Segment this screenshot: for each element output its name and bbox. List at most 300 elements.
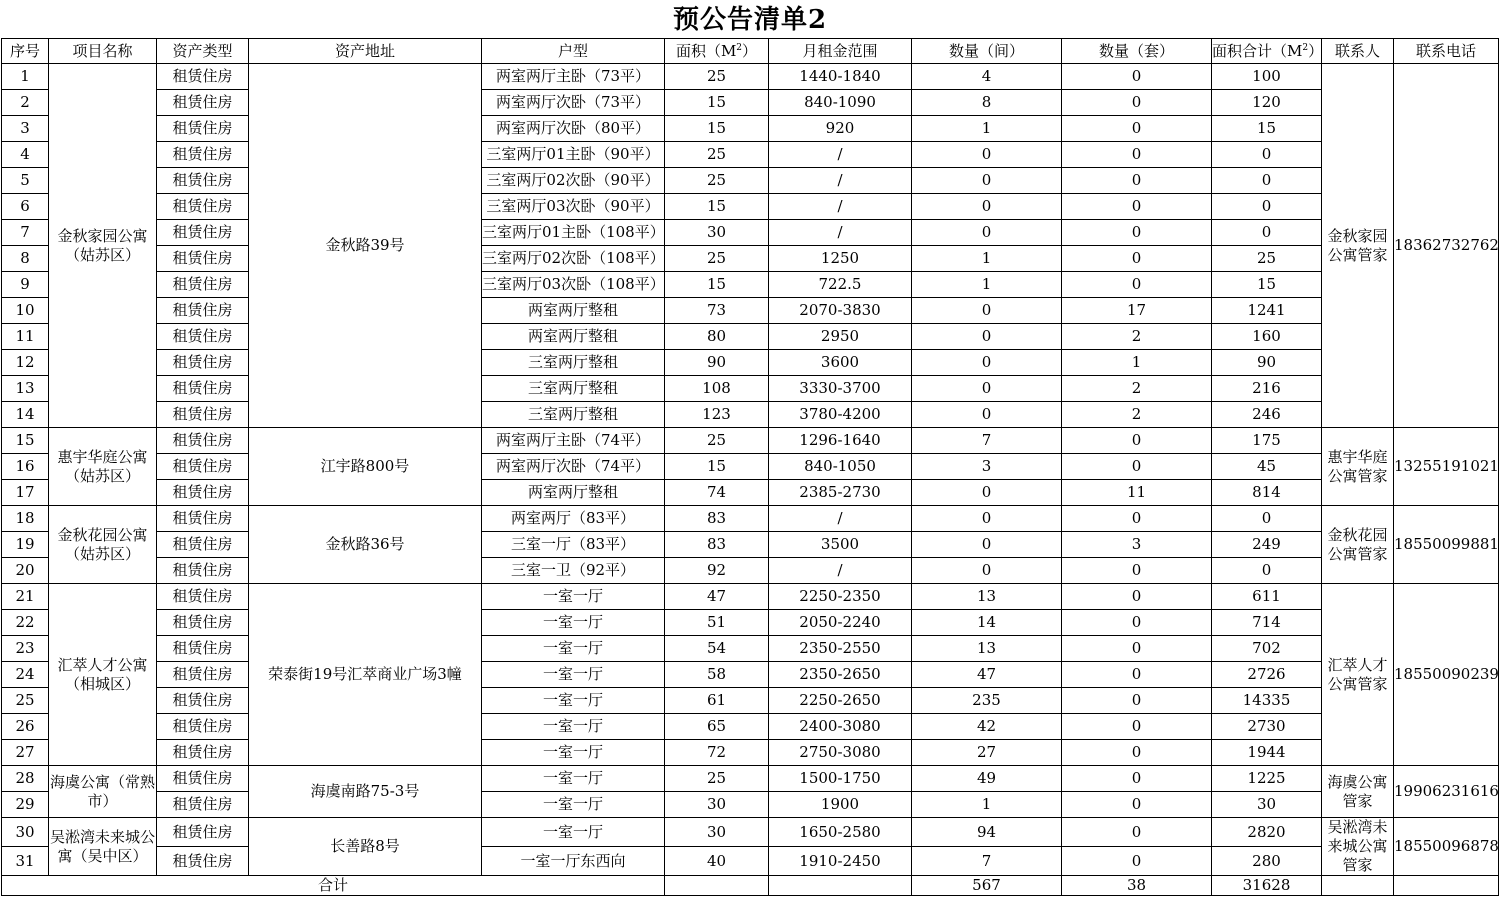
cell-rooms: 94 [912, 818, 1062, 847]
cell-asset-type: 租赁住房 [157, 714, 249, 740]
cell-seq: 24 [2, 662, 49, 688]
cell-phone: 18550090239 [1394, 584, 1499, 766]
cell-sets: 0 [1062, 142, 1212, 168]
cell-asset-type: 租赁住房 [157, 610, 249, 636]
cell-rooms: 42 [912, 714, 1062, 740]
cell-rent: 1900 [769, 792, 912, 818]
cell-rent: 2750-3080 [769, 740, 912, 766]
cell-sets: 0 [1062, 194, 1212, 220]
cell-seq: 1 [2, 64, 49, 90]
cell-area: 30 [665, 220, 769, 246]
cell-asset-type: 租赁住房 [157, 246, 249, 272]
cell-seq: 31 [2, 847, 49, 876]
cell-sets: 0 [1062, 506, 1212, 532]
cell-area-total: 249 [1212, 532, 1322, 558]
cell-sets: 0 [1062, 584, 1212, 610]
cell-area-total: 30 [1212, 792, 1322, 818]
cell-rooms: 0 [912, 480, 1062, 506]
cell-rent: 920 [769, 116, 912, 142]
cell-sets: 3 [1062, 532, 1212, 558]
cell-asset-type: 租赁住房 [157, 64, 249, 90]
cell-area: 30 [665, 818, 769, 847]
cell-asset-type: 租赁住房 [157, 90, 249, 116]
cell-asset-type: 租赁住房 [157, 168, 249, 194]
cell-rooms: 0 [912, 298, 1062, 324]
table-row [2, 714, 1499, 740]
cell-rooms: 0 [912, 194, 1062, 220]
cell-sets: 2 [1062, 402, 1212, 428]
cell-contact: 吴淞湾未来城公寓管家 [1322, 818, 1394, 876]
cell-rent: 840-1050 [769, 454, 912, 480]
cell-area-total: 0 [1212, 168, 1322, 194]
cell-area-total: 2726 [1212, 662, 1322, 688]
cell-unit-type: 一室一厅 [482, 818, 665, 847]
cell-area-total: 702 [1212, 636, 1322, 662]
cell-unit-type: 两室两厅整租 [482, 480, 665, 506]
cell-rent: / [769, 558, 912, 584]
cell-address: 金秋路36号 [249, 506, 482, 584]
table-row [2, 90, 1499, 116]
cell-asset-type: 租赁住房 [157, 480, 249, 506]
cell-rent: / [769, 194, 912, 220]
cell-area: 72 [665, 740, 769, 766]
cell-phone: 18550096878 [1394, 818, 1499, 876]
cell-address: 长善路8号 [249, 818, 482, 876]
cell-rent: 1650-2580 [769, 818, 912, 847]
cell-rooms: 0 [912, 220, 1062, 246]
header-row [2, 39, 1499, 64]
cell-area-total: 216 [1212, 376, 1322, 402]
cell-sets: 2 [1062, 324, 1212, 350]
cell-sets: 0 [1062, 454, 1212, 480]
cell-area-total: 246 [1212, 402, 1322, 428]
cell-area-total: 45 [1212, 454, 1322, 480]
cell-unit-type: 一室一厅 [482, 584, 665, 610]
cell-unit-type: 一室一厅 [482, 662, 665, 688]
cell-area-total: 2730 [1212, 714, 1322, 740]
cell-phone: 18550099881 [1394, 506, 1499, 584]
cell-asset-type: 租赁住房 [157, 636, 249, 662]
cell-seq: 11 [2, 324, 49, 350]
cell-sets: 0 [1062, 714, 1212, 740]
header-qty-room: 数量（间） [912, 39, 1062, 64]
cell-rooms: 13 [912, 636, 1062, 662]
cell-project: 惠宇华庭公寓（姑苏区） [49, 428, 157, 506]
table-row [2, 688, 1499, 714]
table-row [2, 272, 1499, 298]
cell-area-total: 280 [1212, 847, 1322, 876]
cell-area: 25 [665, 246, 769, 272]
cell-area-total: 2820 [1212, 818, 1322, 847]
cell-rooms: 0 [912, 532, 1062, 558]
cell-rent: 3330-3700 [769, 376, 912, 402]
cell-rent: 2350-2550 [769, 636, 912, 662]
header-qty-set: 数量（套） [1062, 39, 1212, 64]
cell-rent: / [769, 142, 912, 168]
cell-area: 54 [665, 636, 769, 662]
cell-area-total: 714 [1212, 610, 1322, 636]
cell-area: 92 [665, 558, 769, 584]
cell-asset-type: 租赁住房 [157, 142, 249, 168]
header-area-sup: 2 [736, 42, 743, 53]
cell-unit-type: 一室一厅 [482, 766, 665, 792]
cell-unit-type: 两室两厅整租 [482, 298, 665, 324]
cell-sets: 2 [1062, 376, 1212, 402]
cell-asset-type: 租赁住房 [157, 558, 249, 584]
cell-sets: 0 [1062, 662, 1212, 688]
cell-area: 83 [665, 532, 769, 558]
cell-unit-type: 一室一厅 [482, 610, 665, 636]
cell-unit-type: 一室一厅 [482, 792, 665, 818]
cell-unit-type: 三室两厅整租 [482, 376, 665, 402]
cell-asset-type: 租赁住房 [157, 506, 249, 532]
cell-project: 吴淞湾未来城公寓（吴中区） [49, 818, 157, 876]
cell-seq: 20 [2, 558, 49, 584]
cell-rent: 840-1090 [769, 90, 912, 116]
cell-rent: 2070-3830 [769, 298, 912, 324]
cell-rooms: 27 [912, 740, 1062, 766]
total-area-empty [665, 876, 769, 896]
cell-area: 15 [665, 90, 769, 116]
cell-sets: 0 [1062, 818, 1212, 847]
cell-seq: 13 [2, 376, 49, 402]
cell-area-total: 1225 [1212, 766, 1322, 792]
cell-unit-type: 两室两厅次卧（74平） [482, 454, 665, 480]
cell-rent: / [769, 168, 912, 194]
cell-rooms: 0 [912, 558, 1062, 584]
cell-rent: 1500-1750 [769, 766, 912, 792]
cell-rent: 2350-2650 [769, 662, 912, 688]
header-area-text: 面积（M [675, 41, 737, 60]
cell-rooms: 1 [912, 792, 1062, 818]
cell-area: 58 [665, 662, 769, 688]
table-row [2, 740, 1499, 766]
table-row [2, 610, 1499, 636]
cell-area: 40 [665, 847, 769, 876]
cell-seq: 28 [2, 766, 49, 792]
table-row [2, 766, 1499, 792]
cell-asset-type: 租赁住房 [157, 272, 249, 298]
cell-seq: 5 [2, 168, 49, 194]
header-area [665, 39, 769, 64]
cell-unit-type: 三室两厅03次卧（108平） [482, 272, 665, 298]
cell-rent: 3600 [769, 350, 912, 376]
cell-area-total: 90 [1212, 350, 1322, 376]
cell-area: 15 [665, 194, 769, 220]
cell-unit-type: 三室两厅整租 [482, 350, 665, 376]
cell-contact: 金秋家园公寓管家 [1322, 64, 1394, 428]
cell-area-total: 1944 [1212, 740, 1322, 766]
cell-area: 65 [665, 714, 769, 740]
header-unit-type: 户型 [482, 39, 665, 64]
cell-asset-type: 租赁住房 [157, 194, 249, 220]
cell-rent: 2050-2240 [769, 610, 912, 636]
cell-asset-type: 租赁住房 [157, 662, 249, 688]
cell-seq: 27 [2, 740, 49, 766]
cell-area: 25 [665, 64, 769, 90]
table-body [2, 64, 1499, 876]
total-area: 31628 [1212, 876, 1322, 896]
cell-rooms: 0 [912, 142, 1062, 168]
cell-asset-type: 租赁住房 [157, 116, 249, 142]
cell-area: 80 [665, 324, 769, 350]
cell-seq: 7 [2, 220, 49, 246]
cell-asset-type: 租赁住房 [157, 402, 249, 428]
table-row [2, 584, 1499, 610]
cell-seq: 12 [2, 350, 49, 376]
cell-rent: 3500 [769, 532, 912, 558]
header-address: 资产地址 [249, 39, 482, 64]
cell-rooms: 49 [912, 766, 1062, 792]
cell-area-total: 0 [1212, 558, 1322, 584]
table-row [2, 454, 1499, 480]
header-rent: 月租金范围 [769, 39, 912, 64]
cell-seq: 18 [2, 506, 49, 532]
cell-area: 25 [665, 142, 769, 168]
cell-area-total: 25 [1212, 246, 1322, 272]
cell-contact: 惠宇华庭公寓管家 [1322, 428, 1394, 506]
cell-asset-type: 租赁住房 [157, 847, 249, 876]
cell-asset-type: 租赁住房 [157, 220, 249, 246]
table-row [2, 428, 1499, 454]
cell-unit-type: 一室一厅东西向 [482, 847, 665, 876]
cell-rent: 1910-2450 [769, 847, 912, 876]
table-row [2, 220, 1499, 246]
total-contact-empty [1322, 876, 1394, 896]
cell-rooms: 0 [912, 350, 1062, 376]
table-row [2, 350, 1499, 376]
cell-project: 金秋家园公寓（姑苏区） [49, 64, 157, 428]
cell-sets: 0 [1062, 116, 1212, 142]
table-row [2, 376, 1499, 402]
cell-sets: 0 [1062, 272, 1212, 298]
cell-asset-type: 租赁住房 [157, 350, 249, 376]
cell-address: 金秋路39号 [249, 64, 482, 428]
cell-seq: 2 [2, 90, 49, 116]
cell-sets: 11 [1062, 480, 1212, 506]
cell-sets: 0 [1062, 636, 1212, 662]
table-row [2, 298, 1499, 324]
table-row [2, 168, 1499, 194]
cell-area: 83 [665, 506, 769, 532]
cell-seq: 19 [2, 532, 49, 558]
cell-unit-type: 两室两厅整租 [482, 324, 665, 350]
table-row [2, 480, 1499, 506]
cell-unit-type: 三室一厅（83平） [482, 532, 665, 558]
table-row [2, 506, 1499, 532]
cell-phone: 19906231616 [1394, 766, 1499, 818]
cell-rent: 2250-2650 [769, 688, 912, 714]
cell-rooms: 1 [912, 116, 1062, 142]
cell-area-total: 1241 [1212, 298, 1322, 324]
cell-area-total: 15 [1212, 116, 1322, 142]
cell-sets: 0 [1062, 558, 1212, 584]
cell-area-total: 15 [1212, 272, 1322, 298]
cell-area-total: 814 [1212, 480, 1322, 506]
cell-address: 海虞南路75-3号 [249, 766, 482, 818]
cell-sets: 0 [1062, 688, 1212, 714]
cell-seq: 8 [2, 246, 49, 272]
cell-unit-type: 三室两厅01主卧（108平） [482, 220, 665, 246]
cell-project: 金秋花园公寓（姑苏区） [49, 506, 157, 584]
cell-unit-type: 三室两厅02次卧（108平） [482, 246, 665, 272]
cell-unit-type: 两室两厅（83平） [482, 506, 665, 532]
cell-contact: 汇萃人才公寓管家 [1322, 584, 1394, 766]
header-project: 项目名称 [49, 39, 157, 64]
cell-rooms: 1 [912, 246, 1062, 272]
cell-rent: 1440-1840 [769, 64, 912, 90]
cell-unit-type: 三室两厅整租 [482, 402, 665, 428]
cell-sets: 0 [1062, 428, 1212, 454]
cell-seq: 4 [2, 142, 49, 168]
header-area-end: ） [742, 41, 758, 60]
cell-rooms: 13 [912, 584, 1062, 610]
cell-sets: 0 [1062, 64, 1212, 90]
cell-area-total: 160 [1212, 324, 1322, 350]
cell-phone: 13255191021 [1394, 428, 1499, 506]
table-row [2, 116, 1499, 142]
cell-rooms: 47 [912, 662, 1062, 688]
cell-rent: 722.5 [769, 272, 912, 298]
cell-asset-type: 租赁住房 [157, 766, 249, 792]
cell-area: 61 [665, 688, 769, 714]
total-phone-empty [1394, 876, 1499, 896]
cell-unit-type: 两室两厅次卧（80平） [482, 116, 665, 142]
cell-sets: 0 [1062, 246, 1212, 272]
cell-rent: / [769, 506, 912, 532]
cell-rooms: 4 [912, 64, 1062, 90]
table-row [2, 532, 1499, 558]
cell-rent: 2400-3080 [769, 714, 912, 740]
cell-rooms: 0 [912, 168, 1062, 194]
page-title: 预公告清单2 [672, 5, 828, 35]
cell-seq: 26 [2, 714, 49, 740]
cell-rooms: 1 [912, 272, 1062, 298]
cell-area: 90 [665, 350, 769, 376]
cell-asset-type: 租赁住房 [157, 688, 249, 714]
cell-seq: 29 [2, 792, 49, 818]
cell-rent: 2950 [769, 324, 912, 350]
cell-rent: 3780-4200 [769, 402, 912, 428]
cell-area: 30 [665, 792, 769, 818]
cell-area: 25 [665, 428, 769, 454]
cell-rent: 1296-1640 [769, 428, 912, 454]
cell-area: 51 [665, 610, 769, 636]
cell-address: 荣泰街19号汇萃商业广场3幢 [249, 584, 482, 766]
cell-asset-type: 租赁住房 [157, 740, 249, 766]
cell-rent: / [769, 220, 912, 246]
cell-unit-type: 两室两厅主卧（73平） [482, 64, 665, 90]
cell-unit-type: 一室一厅 [482, 688, 665, 714]
cell-contact: 金秋花园公寓管家 [1322, 506, 1394, 584]
cell-asset-type: 租赁住房 [157, 324, 249, 350]
table-row [2, 662, 1499, 688]
table-row [2, 402, 1499, 428]
cell-area-total: 120 [1212, 90, 1322, 116]
header-area-total-end: ） [1308, 41, 1324, 60]
cell-contact: 海虞公寓管家 [1322, 766, 1394, 818]
cell-rooms: 14 [912, 610, 1062, 636]
cell-area: 123 [665, 402, 769, 428]
table-row [2, 636, 1499, 662]
header-contact: 联系人 [1322, 39, 1394, 64]
cell-seq: 6 [2, 194, 49, 220]
cell-sets: 0 [1062, 220, 1212, 246]
total-row [2, 876, 1499, 896]
table-row [2, 246, 1499, 272]
cell-sets: 17 [1062, 298, 1212, 324]
cell-seq: 15 [2, 428, 49, 454]
listing-table [1, 38, 1499, 896]
cell-area-total: 0 [1212, 506, 1322, 532]
cell-asset-type: 租赁住房 [157, 584, 249, 610]
cell-rooms: 0 [912, 324, 1062, 350]
cell-unit-type: 三室两厅03次卧（90平） [482, 194, 665, 220]
cell-area: 15 [665, 272, 769, 298]
cell-seq: 16 [2, 454, 49, 480]
table-row [2, 847, 1499, 876]
cell-sets: 0 [1062, 740, 1212, 766]
cell-area: 74 [665, 480, 769, 506]
cell-rent: 2250-2350 [769, 584, 912, 610]
cell-unit-type: 一室一厅 [482, 740, 665, 766]
cell-area: 25 [665, 168, 769, 194]
cell-sets: 0 [1062, 610, 1212, 636]
cell-asset-type: 租赁住房 [157, 428, 249, 454]
cell-asset-type: 租赁住房 [157, 298, 249, 324]
cell-asset-type: 租赁住房 [157, 818, 249, 847]
cell-area: 47 [665, 584, 769, 610]
cell-asset-type: 租赁住房 [157, 454, 249, 480]
cell-unit-type: 三室一卫（92平） [482, 558, 665, 584]
cell-rooms: 0 [912, 376, 1062, 402]
cell-rooms: 7 [912, 428, 1062, 454]
cell-seq: 23 [2, 636, 49, 662]
cell-unit-type: 三室两厅02次卧（90平） [482, 168, 665, 194]
header-area-total-sup: 2 [1302, 42, 1309, 53]
cell-sets: 1 [1062, 350, 1212, 376]
total-rooms: 567 [912, 876, 1062, 896]
cell-unit-type: 两室两厅次卧（73平） [482, 90, 665, 116]
cell-sets: 0 [1062, 792, 1212, 818]
cell-seq: 9 [2, 272, 49, 298]
cell-rooms: 0 [912, 506, 1062, 532]
cell-sets: 0 [1062, 766, 1212, 792]
cell-project: 海虞公寓（常熟市） [49, 766, 157, 818]
table-row [2, 324, 1499, 350]
table-row [2, 792, 1499, 818]
table-row [2, 64, 1499, 90]
table-row [2, 818, 1499, 847]
cell-area: 15 [665, 116, 769, 142]
cell-seq: 14 [2, 402, 49, 428]
total-rent-empty [769, 876, 912, 896]
cell-area: 25 [665, 766, 769, 792]
cell-seq: 22 [2, 610, 49, 636]
header-phone: 联系电话 [1394, 39, 1499, 64]
cell-unit-type: 一室一厅 [482, 714, 665, 740]
cell-area-total: 14335 [1212, 688, 1322, 714]
cell-unit-type: 两室两厅主卧（74平） [482, 428, 665, 454]
cell-seq: 21 [2, 584, 49, 610]
cell-unit-type: 一室一厅 [482, 636, 665, 662]
cell-address: 江宇路800号 [249, 428, 482, 506]
cell-asset-type: 租赁住房 [157, 532, 249, 558]
table-row [2, 558, 1499, 584]
cell-area: 108 [665, 376, 769, 402]
cell-phone: 18362732762 [1394, 64, 1499, 428]
cell-seq: 3 [2, 116, 49, 142]
